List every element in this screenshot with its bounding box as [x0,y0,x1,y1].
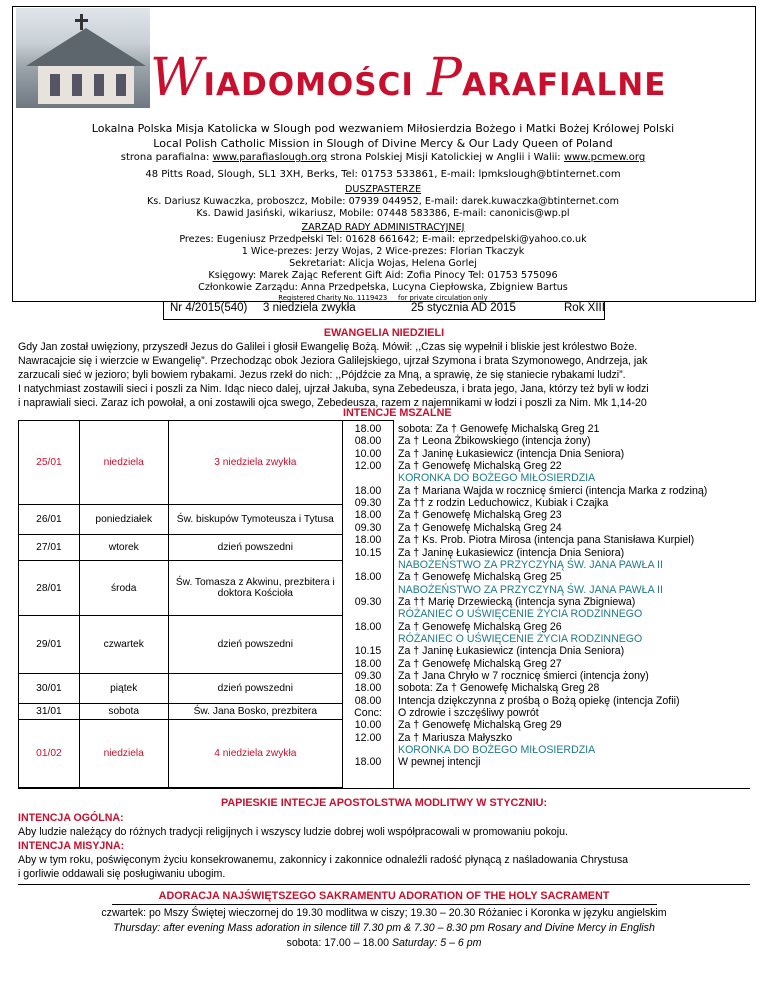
schedule-date: 25/01 [19,421,80,505]
schedule-day: sobota [79,704,168,720]
table-row [19,674,343,704]
weekly-schedule-table [18,420,343,788]
mass-intention: Za † Mariusza Małyszko [398,731,513,744]
mission-intention-text: Aby w tym roku, poświęconym życiu konsekrowanemu, zakonnicy i zakonnice odnaleźli radość płynącą z naśladowania Chrystusa [18,854,629,866]
mass-time: 18.00 [354,509,382,522]
mass-intention: Za † Jana Chryło w 7 rocznicę śmierci (intencja żony) [398,670,649,682]
gospel-line: zarzucali sieć w jezioro; byli bowiem rybakami. Jezus rzekł do nich: ,,Pójdźcie za Mną, a sprawię, że się staniecie rybakami ludzi”. [18,369,626,381]
board-line-3: Sekretariat: Alicja Wojas, Helena Gorlej [289,258,477,269]
newsletter-title: WIADOMOŚCI PARAFIALNE [150,48,667,108]
mass-intention: Za † Ks. Prob. Piotra Mirosa (intencja pana Stanisława Kurpiel) [398,534,695,547]
adoration-thursday-en: Thursday: after evening Mass adoration in silence till 7.30 pm & 7.30 – 8.30 pm Rosary and Divine Mercy in English [113,922,655,934]
schedule-date: 29/01 [19,616,80,674]
charity-number: Registered Charity No. 1119423 for private circulation only [278,294,488,302]
board-line-2: 1 Wice-prezes: Jerzy Wojas, 2 Wice-prezes: Florian Tkaczyk [241,246,525,257]
schedule-feast: dzień powszedni [168,616,342,674]
mass-time: 10.15 [354,546,382,559]
schedule-date: 26/01 [19,505,80,535]
board-line-4: Księgowy: Marek Zając Referent Gift Aid: Zofia Pinocy Tel: 01753 575096 [208,270,558,281]
board-heading: ZARZĄD RADY ADMINISTRACYJNEJ [301,222,465,233]
mass-intention: Za † Genowefę Michalską Greg 29 [398,719,562,732]
mass-intention: Za † Genowefę Michalską Greg 27 [398,657,562,670]
gospel-line: i naprawiali sieci. Zaraz ich powołał, a oni zostawili ojca swego, Zebedeusza, razem z najemnikami w łodzi i poszli za Nim. Mk 1,14-20 [18,397,647,409]
mass-intention: Intencja dziękczynna z prośbą o Bożą opiekę (intencja Zofii) [398,694,680,707]
table-row [19,720,343,788]
parish-website-link[interactable]: www.parafiaslough.org [212,152,328,163]
table-row [19,505,343,535]
mass-intention: KORONKA DO BOŻEGO MIŁOSIERDZIA [398,744,596,757]
mass-intention: Za † Genowefę Michalską Greg 25 [398,571,562,584]
schedule-feast: 4 niedziela zwykła [168,720,342,788]
mass-intention: RÓŻANIEC O UŚWIĘCENIE ŻYCIA RODZINNEGO [398,608,643,621]
mass-intention: Za † Janinę Łukasiewicz (intencja Dnia Seniora) [398,645,625,658]
table-row [19,704,343,720]
schedule-day: niedziela [79,421,168,505]
divider [18,788,750,789]
divider [18,884,750,885]
schedule-date: 30/01 [19,674,80,704]
general-intention-label: INTENCJA OGÓLNA: [18,812,124,824]
mass-time: 18.00 [354,657,382,670]
schedule-date: 31/01 [19,704,80,720]
schedule-day: środa [79,561,168,616]
church-photo [16,8,150,108]
adoration-thursday-pl: czwartek: po Mszy Świętej wieczornej do 19.30 modlitwa w ciszy; 19.30 – 20.30 Różaniec i Koronka w języku angielskim [101,907,667,919]
mass-time: 08.00 [354,435,382,448]
mass-time: Conc: [354,707,382,720]
mass-time: 09.30 [354,670,382,682]
mass-intention: Za † Leona Żbikowskiego (intencja żony) [398,435,591,448]
schedule-feast: dzień powszedni [168,674,342,704]
gospel-line: Gdy Jan został uwięziony, przyszedł Jezus do Galilei i głosił Ewangelię Bożą. Mówił: ,,Czas się wypełnił i bliskie jest królestwo Boże. [18,341,638,353]
table-row [19,421,343,505]
schedule-day: niedziela [79,720,168,788]
gospel-line: I natychmiast zostawili sieci i poszli za Nim. Idąc nieco dalej, ujrzał Jakuba, syna Zebedeusza, i brata jego, Jana, którzy też byli w łodzi [18,383,649,395]
schedule-feast: 3 niedziela zwykła [168,421,342,505]
schedule-date: 27/01 [19,535,80,561]
mass-time: 18.00 [354,756,382,769]
mass-intention: NABOŻEŃSTWO ZA PRZYCZYNĄ ŚW. JANA PAWŁA II [398,558,663,571]
mass-intention: Za † Janinę Łukasiewicz (intencja Dnia Seniora) [398,447,625,460]
mass-time: 12.00 [354,460,382,473]
mass-intention: Za † Genowefę Michalską Greg 23 [398,509,562,522]
mission-name-pl: Lokalna Polska Misja Katolicka w Slough pod wezwaniem Miłosierdzia Bożego i Matki Bożej Królowej Polski [91,122,675,135]
schedule-day: poniedziałek [79,505,168,535]
board-line-5: Członkowie Zarządu: Anna Przedpełska, Lucyna Ciepłowska, Zbigniew Bartus [198,282,568,293]
issue-number: Nr 4/2015(540) [170,302,248,314]
mass-time: 18.00 [354,571,382,584]
clergy-heading: DUSZPASTERZE [344,184,422,195]
mass-time: 18.00 [354,682,382,695]
schedule-date: 28/01 [19,561,80,616]
pcmew-website-link[interactable]: www.pcmew.org [563,152,646,163]
divider [112,904,657,905]
issue-year: Rok XIII [564,302,605,314]
mass-intention: Za † Mariana Wajda w rocznicę śmierci (intencja Marka z rodziną) [398,484,708,497]
mass-intention: sobota: Za † Genowefę Michalską Greg 28 [398,682,600,695]
mass-intention: Za †† Marię Drzewiecką (intencja syna Zbigniewa) [398,595,636,608]
liturgical-sunday: 3 niedziela zwykła [263,302,356,314]
clergy-line-2: Ks. Dawid Jasiński, wikariusz, Mobile: 07448 583386, E-mail: canonicis@wp.pl [196,208,570,219]
mass-time: 10.00 [354,719,382,732]
mass-intention: Za † Janinę Łukasiewicz (intencja Dnia Seniora) [398,546,625,559]
mass-intention: KORONKA DO BOŻEGO MIŁOSIERDZIA [398,472,596,485]
schedule-day: wtorek [79,535,168,561]
mass-intention: W pewnej intencji [398,756,481,769]
gospel-heading: EWANGELIA NIEDZIELI [323,327,445,339]
schedule-feast: Św. Jana Bosko, prezbitera [168,704,342,720]
board-line-1: Prezes: Eugeniusz Przedpełski Tel: 01628 661642; E-mail: eprzedpelski@yahoo.co.uk [179,234,587,245]
schedule-day: piątek [79,674,168,704]
mass-time: 09.30 [354,521,382,534]
mass-time: 12.00 [354,731,382,744]
mass-time: 10.00 [354,447,382,460]
mass-intention: O zdrowie i szczęśliwy powrót [398,707,539,720]
schedule-feast: Św. Tomasza z Akwinu, prezbitera i doktora Kościoła [168,561,342,616]
adoration-heading: ADORACJA NAJŚWIĘTSZEGO SAKRAMENTU ADORATION OF THE HOLY SACRAMENT [158,890,610,902]
mass-intention: Za † Genowefę Michalską Greg 26 [398,620,562,633]
table-row [19,616,343,674]
mass-time: 18.00 [354,534,382,547]
schedule-date: 01/02 [19,720,80,788]
schedule-feast: dzień powszedni [168,535,342,561]
mass-time: 10.15 [354,645,382,658]
table-row [19,535,343,561]
issue-date: 25 stycznia AD 2015 [411,302,516,314]
mass-intention: sobota: Za † Genowefę Michalską Greg 21 [398,423,600,435]
schedule-day: czwartek [79,616,168,674]
mission-intention-label: INTENCJA MISYJNA: [18,840,125,852]
adoration-saturday: sobota: 17.00 – 18.00 Saturday: 5 – 6 pm [286,937,482,949]
mass-intention: RÓŻANIEC O UŚWIĘCENIE ŻYCIA RODZINNEGO [398,632,643,645]
mass-time: 09.30 [354,595,382,608]
mass-intention: Za †† z rodzin Leduchowicz, Kubiak i Czajka [398,497,609,510]
mass-time: 09.30 [354,497,382,510]
general-intention-text: Aby ludzie należący do różnych tradycji religijnych i wszyscy ludzie dobrej woli współpracowali w promowaniu pokoju. [18,826,568,838]
mass-time: 08.00 [354,694,382,707]
mass-time: 18.00 [354,620,382,633]
mission-intention-text: i gorliwie oddawali się posługiwaniu ubogim. [18,868,226,880]
address-line: 48 Pitts Road, Slough, SL1 3XH, Berks, Tel: 01753 533861, E-mail: lpmkslough@btinternet.com [145,169,621,180]
mass-intention: NABOŻEŃSTWO ZA PRZYCZYNĄ ŚW. JANA PAWŁA II [398,583,663,596]
mass-time: 18.00 [354,484,382,497]
mission-name-en: Local Polish Catholic Mission in Slough of Divine Mercy & Our Lady Queen of Poland [153,137,613,150]
websites-line: strona parafialna: www.parafiaslough.org strona Polskiej Misji Katolickiej w Anglii i Walii: www.pcmew.org [120,152,646,163]
mass-time: 18.00 [354,423,382,435]
mass-intention: Za † Genowefę Michalską Greg 24 [398,521,562,534]
gospel-line: Nawracajcie się i wierzcie w Ewangelię”. Przechodząc obok Jeziora Galilejskiego, ujrzał Szymona i brata Szymonowego, Andrzeja, jak [18,355,648,367]
table-row [19,561,343,616]
papal-intentions-heading: PAPIESKIE INTECJE APOSTOLSTWA MODLITWY W STYCZNIU: [220,797,548,809]
mass-intentions-heading: INTENCJE MSZALNE [343,407,452,419]
schedule-feast: Św. biskupów Tymoteusza i Tytusa [168,505,342,535]
mass-intention: Za † Genowefę Michalską Greg 22 [398,460,562,473]
clergy-line-1: Ks. Dariusz Kuwaczka, proboszcz, Mobile: 07939 044952, E-mail: darek.kuwaczka@btinternet.com [147,196,619,207]
